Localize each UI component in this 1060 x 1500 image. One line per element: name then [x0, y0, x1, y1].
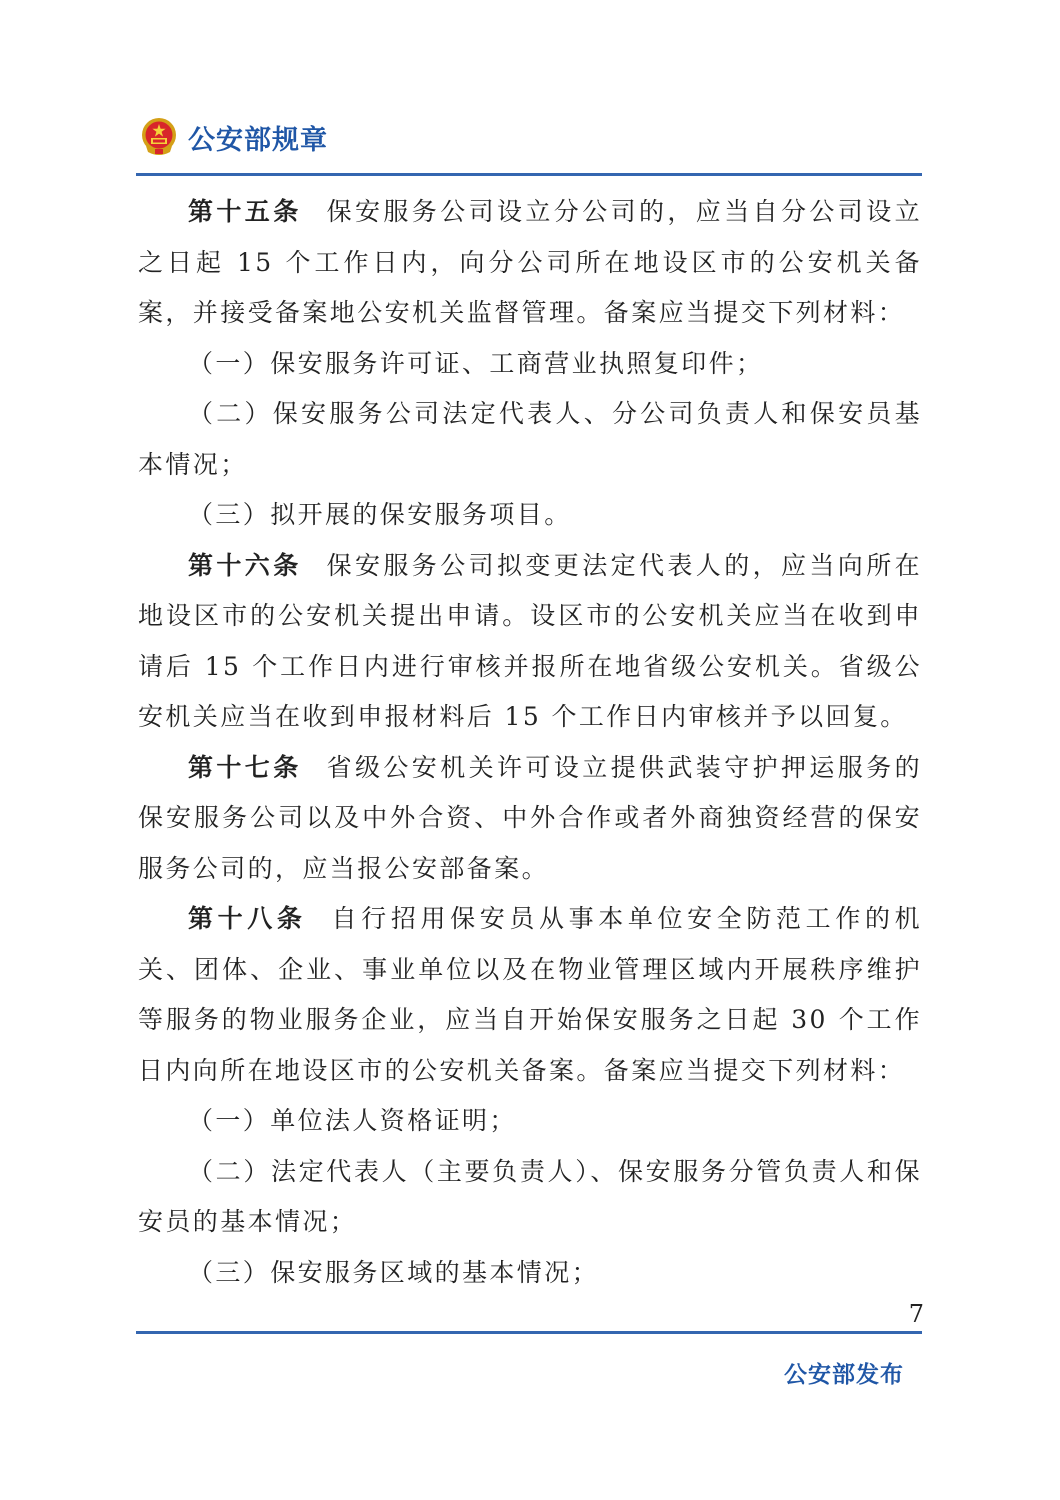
paragraph-text: 省级公安机关许可设立提供武装守护押运服务的保安服务公司以及中外合资、中外合作或者外商独资经营的保安服务公司的，应当报公安部备案。	[138, 752, 922, 883]
paragraph-text: 保安服务公司拟变更法定代表人的，应当向所在地设区市的公安机关提出申请。设区市的公安机关应当在收到申请后 15 个工作日内进行审核并报所在地省级公安机关。省级公安机关应当在收到申报材料后 15 个工作日内审核并予以回复。	[138, 550, 922, 731]
paragraph-text: 自行招用保安员从事本单位安全防范工作的机关、团体、企业、事业单位以及在物业管理区域内开展秩序维护等服务的物业服务企业，应当自开始保安服务之日起 30 个工作日内向所在地设区市的公安机关备案。备案应当提交下列材料：	[138, 904, 922, 1085]
document-body	[138, 187, 922, 1298]
article-number: 第十五条	[188, 197, 302, 226]
paragraph-article-17	[138, 743, 922, 895]
footer-divider	[136, 1331, 922, 1334]
list-item	[138, 1147, 922, 1248]
footer-publisher: 公安部发布	[784, 1362, 904, 1388]
list-item	[138, 339, 922, 390]
paragraph-text: （一）单位法人资格证明；	[188, 1106, 517, 1135]
header-divider	[136, 173, 922, 176]
list-item	[138, 1096, 922, 1147]
paragraph-text: （三）拟开展的保安服务项目。	[188, 500, 572, 529]
list-item	[138, 490, 922, 541]
article-number: 第十六条	[188, 550, 302, 580]
list-item	[138, 1248, 922, 1299]
paragraph-text: 保安服务公司设立分公司的，应当自分公司设立之日起 15 个工作日内，向分公司所在地设区市的公安机关备案，并接受备案地公安机关监督管理。备案应当提交下列材料：	[138, 197, 922, 327]
paragraph-article-16	[138, 541, 922, 743]
article-number: 第十七条	[188, 752, 302, 782]
page-number: 7	[908, 1300, 924, 1328]
page-header	[138, 112, 328, 162]
article-number: 第十八条	[188, 904, 307, 933]
national-emblem-icon	[138, 116, 180, 158]
paragraph-article-18	[138, 894, 922, 1096]
paragraph-text: （二）保安服务公司法定代表人、分公司负责人和保安员基本情况；	[138, 399, 922, 479]
header-title: 公安部规章	[188, 124, 328, 156]
list-item	[138, 389, 922, 490]
paragraph-text: （三）保安服务区域的基本情况；	[188, 1257, 600, 1287]
paragraph-text: （二）法定代表人（主要负责人）、保安服务分管负责人和保安员的基本情况；	[138, 1156, 922, 1236]
paragraph-text: （一）保安服务许可证、工商营业执照复印件；	[188, 348, 764, 378]
paragraph-article-15	[138, 187, 922, 339]
